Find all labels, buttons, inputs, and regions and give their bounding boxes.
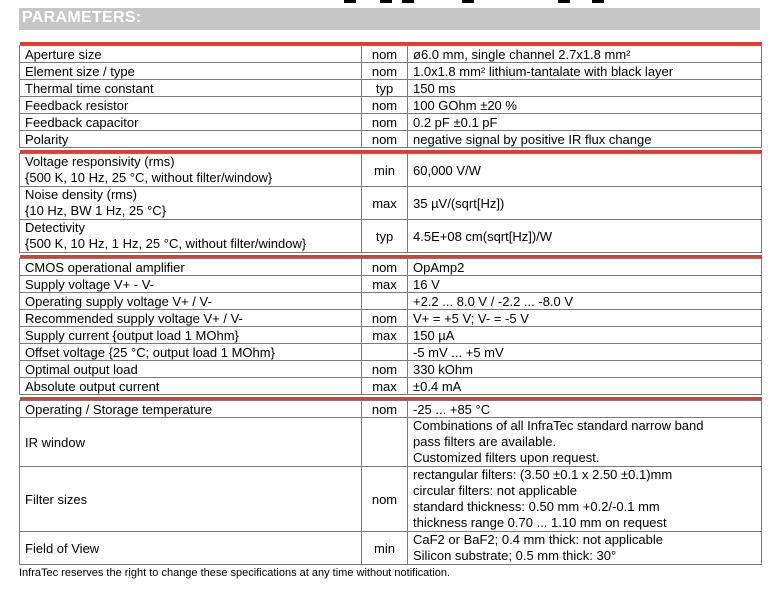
qualifier-cell: nom	[362, 46, 408, 63]
param-cell	[20, 310, 362, 327]
value-cell	[408, 154, 762, 187]
cell-line: Noise density (rms)	[25, 187, 137, 202]
param-cell	[20, 293, 362, 310]
cell-line: Filter sizes	[25, 491, 88, 507]
qualifier-cell: max	[362, 187, 408, 220]
table-row	[20, 80, 762, 97]
cell-line: pass filters are available.	[413, 434, 557, 449]
qualifier-cell: nom	[362, 467, 408, 532]
cell-line: CaF2 or BaF2; 0.4 mm thick: not applicable	[413, 532, 664, 547]
cell-line: ø6.0 mm, single channel 2.7x1.8 mm²	[413, 46, 631, 62]
qualifier-cell: nom	[362, 259, 408, 276]
value-cell	[408, 310, 762, 327]
cell-line: Combinations of all InfraTec standard narrow band	[413, 418, 704, 433]
cell-line: {10 Hz, BW 1 Hz, 25 °C}	[25, 203, 167, 218]
cell-line: {500 K, 10 Hz, 25 °C, without filter/window}	[25, 170, 273, 185]
table-row	[20, 467, 762, 532]
param-cell	[20, 276, 362, 293]
table-row	[20, 276, 762, 293]
table-row	[20, 154, 762, 187]
cell-line: Recommended supply voltage V+ / V-	[25, 310, 243, 326]
value-cell	[408, 532, 762, 565]
cell-line: Thermal time constant	[25, 80, 154, 96]
cell-line: Offset voltage {25 °C; output load 1 MOhm}	[25, 344, 275, 360]
param-cell	[20, 532, 362, 565]
param-cell	[20, 114, 362, 131]
param-cell	[20, 344, 362, 361]
qualifier-cell: typ	[362, 220, 408, 253]
table-row	[20, 418, 762, 467]
cell-line: V+ = +5 V; V- = -5 V	[413, 310, 529, 326]
value-cell	[408, 97, 762, 114]
value-cell	[408, 293, 762, 310]
cell-line: Operating supply voltage V+ / V-	[25, 293, 212, 309]
qualifier-cell: nom	[362, 310, 408, 327]
cell-line: 16 V	[413, 276, 440, 292]
cell-line: Voltage responsivity (rms)	[25, 154, 175, 169]
cell-line: Feedback resistor	[25, 97, 129, 113]
table-row	[20, 131, 762, 148]
table-row	[20, 344, 762, 361]
value-cell	[408, 220, 762, 253]
param-cell	[20, 63, 362, 80]
qualifier-cell: min	[362, 154, 408, 187]
section-header	[19, 8, 760, 30]
value-cell	[408, 131, 762, 148]
param-cell	[20, 401, 362, 418]
value-cell	[408, 46, 762, 63]
param-cell	[20, 418, 362, 467]
cell-line: Supply voltage V+ - V-	[25, 276, 154, 292]
cell-line: Silicon substrate; 0.5 mm thick: 30°	[413, 548, 617, 563]
cell-line: Feedback capacitor	[25, 114, 139, 130]
table-row	[20, 401, 762, 418]
value-cell	[408, 467, 762, 532]
qualifier-cell: typ	[362, 80, 408, 97]
cell-line: Optimal output load	[25, 361, 138, 377]
param-cell	[20, 327, 362, 344]
section-title: PARAMETERS:	[22, 9, 142, 26]
cell-line: thickness range 0.70 ... 1.10 mm on request	[413, 515, 667, 530]
cell-line: ±0.4 mA	[413, 378, 462, 394]
cell-line: 1.0x1.8 mm² lithium-tantalate with black layer	[413, 63, 674, 79]
cell-line: negative signal by positive IR flux change	[413, 131, 652, 147]
qualifier-cell: nom	[362, 97, 408, 114]
qualifier-cell: nom	[362, 114, 408, 131]
table-row	[20, 46, 762, 63]
cell-line: +2.2 ... 8.0 V / -2.2 ... -8.0 V	[413, 293, 574, 309]
table-row	[20, 187, 762, 220]
cell-line: Absolute output current	[25, 378, 160, 394]
table-row	[20, 97, 762, 114]
table-row	[20, 361, 762, 378]
cell-line: Detectivity	[25, 220, 85, 235]
value-cell	[408, 276, 762, 293]
param-cell	[20, 361, 362, 378]
qualifier-cell	[362, 293, 408, 310]
value-cell	[408, 327, 762, 344]
value-cell	[408, 187, 762, 220]
qualifier-cell: min	[362, 532, 408, 565]
param-cell	[20, 131, 362, 148]
cell-line: 0.2 pF ±0.1 pF	[413, 114, 498, 130]
cell-line: Field of View	[25, 540, 100, 556]
cell-line: IR window	[25, 434, 85, 450]
value-cell	[408, 63, 762, 80]
qualifier-cell: nom	[362, 401, 408, 418]
cell-line: -25 ... +85 °C	[413, 401, 491, 417]
table-row	[20, 114, 762, 131]
qualifier-cell: max	[362, 378, 408, 395]
value-cell	[408, 114, 762, 131]
top-edge-marks	[340, 0, 610, 6]
table-row	[20, 532, 762, 565]
qualifier-cell: nom	[362, 361, 408, 378]
value-cell	[408, 80, 762, 97]
table-row	[20, 220, 762, 253]
footer-note: InfraTec reserves the right to change these specifications at any time without notification.	[19, 567, 451, 579]
parameters-table	[19, 42, 762, 565]
value-cell	[408, 401, 762, 418]
cell-line: 330 kOhm	[413, 361, 473, 377]
cell-line: Operating / Storage temperature	[25, 401, 213, 417]
cell-line: rectangular filters: (3.50 ±0.1 x 2.50 ±0.1)mm	[413, 467, 673, 482]
cell-line: 4.5E+08 cm(sqrt[Hz])/W	[413, 228, 553, 244]
qualifier-cell	[362, 344, 408, 361]
table-row	[20, 327, 762, 344]
param-cell	[20, 187, 362, 220]
value-cell	[408, 378, 762, 395]
cell-line: circular filters: not applicable	[413, 483, 578, 498]
cell-line: -5 mV ... +5 mV	[413, 344, 504, 360]
table-row	[20, 293, 762, 310]
value-cell	[408, 361, 762, 378]
qualifier-cell: nom	[362, 63, 408, 80]
qualifier-cell	[362, 418, 408, 467]
table-row	[20, 378, 762, 395]
cell-line: Aperture size	[25, 46, 102, 62]
value-cell	[408, 344, 762, 361]
param-cell	[20, 220, 362, 253]
cell-line: Customized filters upon request.	[413, 450, 600, 465]
param-cell	[20, 378, 362, 395]
qualifier-cell: nom	[362, 131, 408, 148]
table-row	[20, 259, 762, 276]
table-row	[20, 310, 762, 327]
cell-line: Polarity	[25, 131, 69, 147]
param-cell	[20, 154, 362, 187]
param-cell	[20, 46, 362, 63]
param-cell	[20, 80, 362, 97]
table-row	[20, 63, 762, 80]
cell-line: 150 µA	[413, 327, 455, 343]
cell-line: standard thickness: 0.50 mm +0.2/-0.1 mm	[413, 499, 660, 514]
qualifier-cell: max	[362, 276, 408, 293]
qualifier-cell: max	[362, 327, 408, 344]
value-cell	[408, 259, 762, 276]
param-cell	[20, 259, 362, 276]
cell-line: 60,000 V/W	[413, 162, 481, 178]
cell-line: OpAmp2	[413, 259, 465, 275]
param-cell	[20, 467, 362, 532]
cell-line: 35 µV/(sqrt[Hz])	[413, 195, 505, 211]
value-cell	[408, 418, 762, 467]
cell-line: 150 ms	[413, 80, 456, 96]
cell-line: 100 GOhm ±20 %	[413, 97, 517, 113]
cell-line: {500 K, 10 Hz, 1 Hz, 25 °C, without filter/window}	[25, 236, 307, 251]
cell-line: CMOS operational amplifier	[25, 259, 185, 275]
cell-line: Supply current {output load 1 MOhm}	[25, 327, 239, 343]
param-cell	[20, 97, 362, 114]
cell-line: Element size / type	[25, 63, 135, 79]
